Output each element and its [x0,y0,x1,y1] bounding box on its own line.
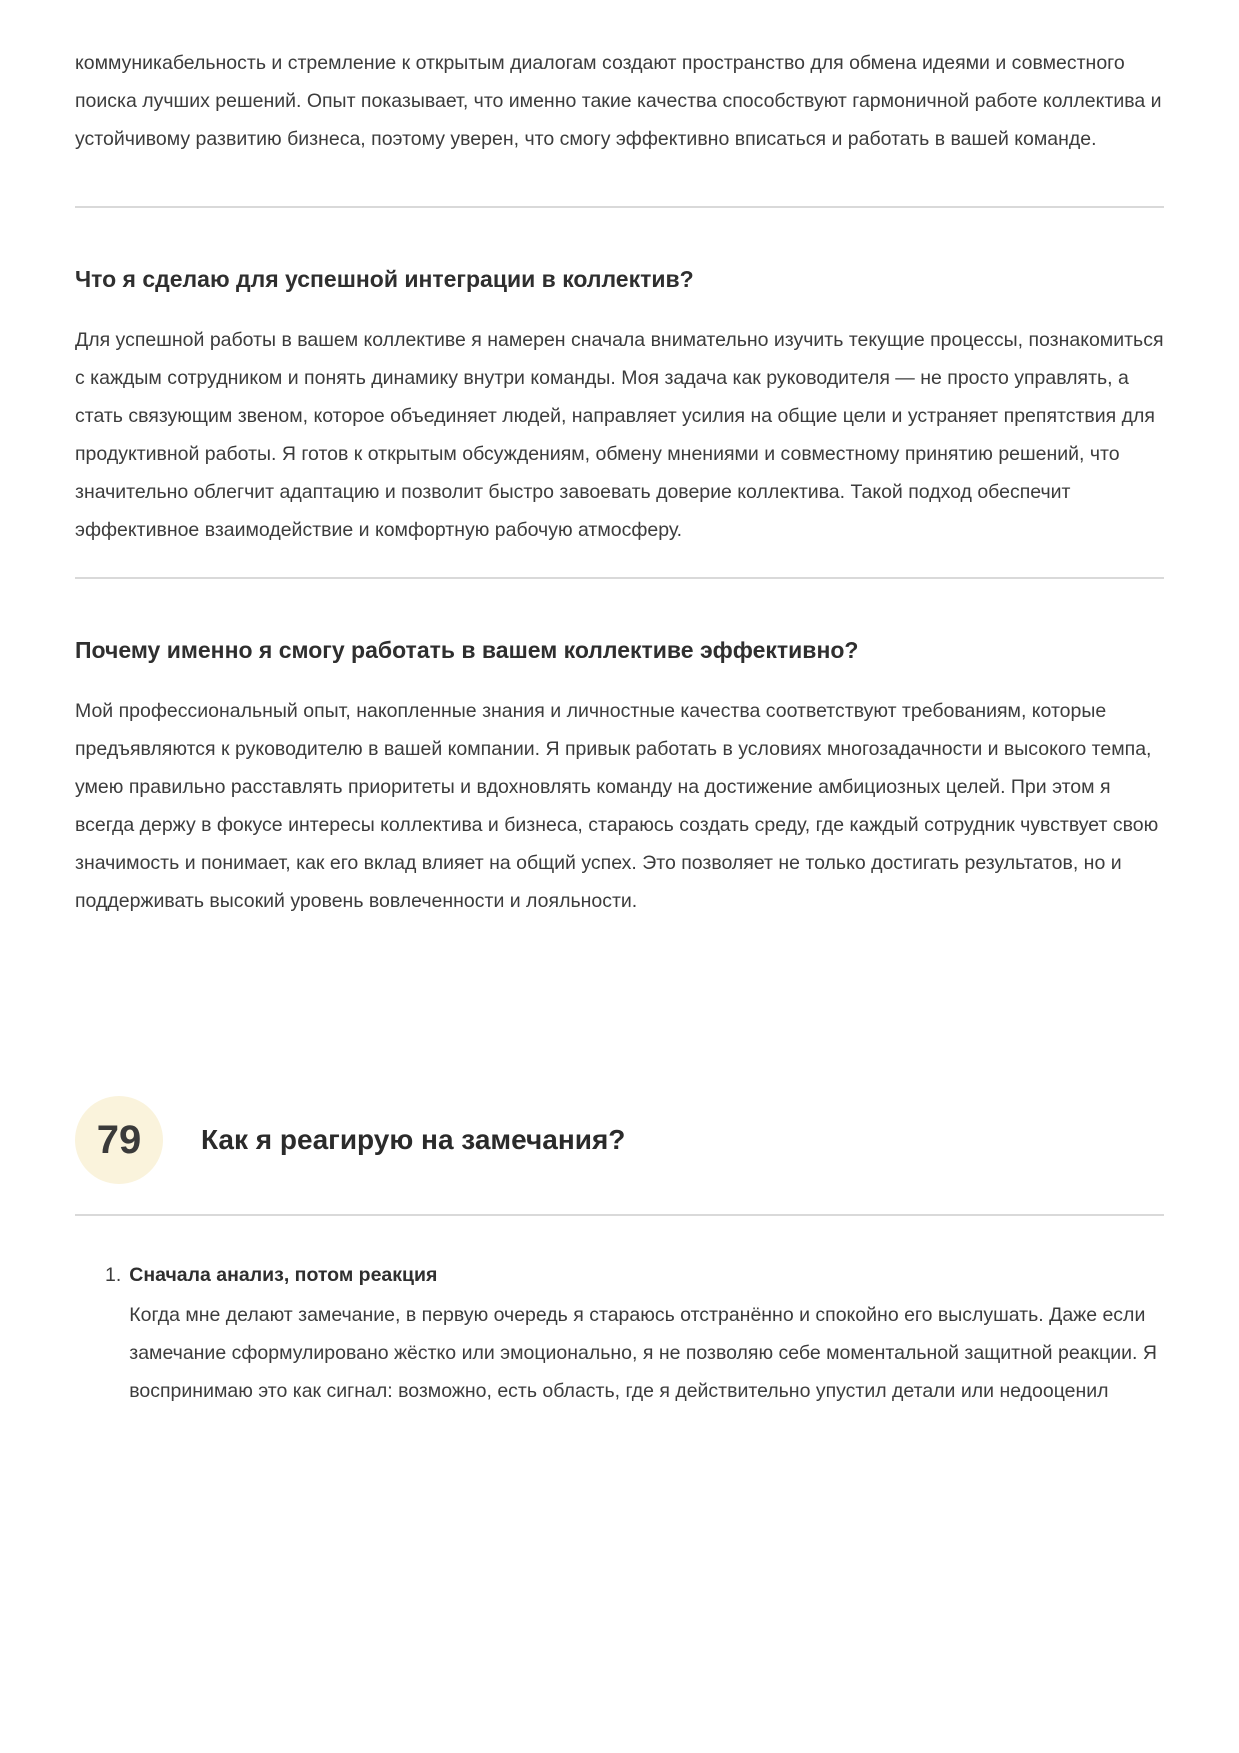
question-divider [75,1214,1164,1216]
list-item-body: Когда мне делают замечание, в первую очередь я стараюсь отстранённо и спокойно его выслушать. Даже если замечание сформулировано жёстко или эмоционально, я не позволяю себе моментальной защитной реакции. Я воспринимаю это как сигнал: возможно, есть область, где я действительно упустил детали или недооценил [129,1304,1157,1402]
question-number-badge [75,1096,163,1184]
intro-paragraph: коммуникабельность и стремление к открытым диалогам создают пространство для обмена идеями и совместного поиска лучших решений. Опыт показывает, что именно такие качества способствуют гармоничной работе коллектива и устойчивому развитию бизнеса, поэтому уверен, что смогу эффективно вписаться и работать в вашей команде. [75,52,1162,150]
section-body-integration: Для успешной работы в вашем коллективе я намерен сначала внимательно изучить текущие процессы, познакомиться с каждым сотрудником и понять динамику внутри команды. Моя задача как руководителя — не просто управлять, а стать связующим звеном, которое объединяет людей, направляет усилия на общие цели и устраняет препятствия для продуктивной работы. Я готов к открытым обсуждениям, обмену мнениями и совместному принятию решений, что значительно облегчит адаптацию и позволит быстро завоевать доверие коллектива. Такой подход обеспечит эффективное взаимодействие и комфортную рабочую атмосферу. [75,329,1164,541]
list-item [105,1258,1164,1410]
answer-list [75,1258,1164,1410]
section-body-effectiveness: Мой профессиональный опыт, накопленные знания и личностные качества соответствуют требованиям, которые предъявляются к руководителю в вашей компании. Я привык работать в условиях многозадачности и высокого темпа, умею правильно расставлять приоритеты и вдохновлять команду на достижение амбициозных целей. При этом я всегда держу в фокусе интересы коллектива и бизнеса, стараюсь создать среду, где каждый сотрудник чувствует свою значимость и понимает, как его вклад влияет на общий успех. Это позволяет не только достигать результатов, но и поддерживать высокий уровень вовлеченности и лояльности. [75,700,1159,912]
section-heading-integration: Что я сделаю для успешной интеграции в коллектив? [75,266,694,292]
question-title: Как я реагирую на замечания? [201,1124,626,1155]
section-divider [75,577,1164,579]
section-heading-effectiveness: Почему именно я смогу работать в вашем коллективе эффективно? [75,637,859,663]
list-item-content [129,1258,1164,1410]
section-divider [75,206,1164,208]
list-item-title: Сначала анализ, потом реакция [129,1264,438,1286]
question-header [75,1096,1164,1184]
list-item-number: 1. [105,1264,122,1286]
question-number: 79 [96,1117,142,1162]
